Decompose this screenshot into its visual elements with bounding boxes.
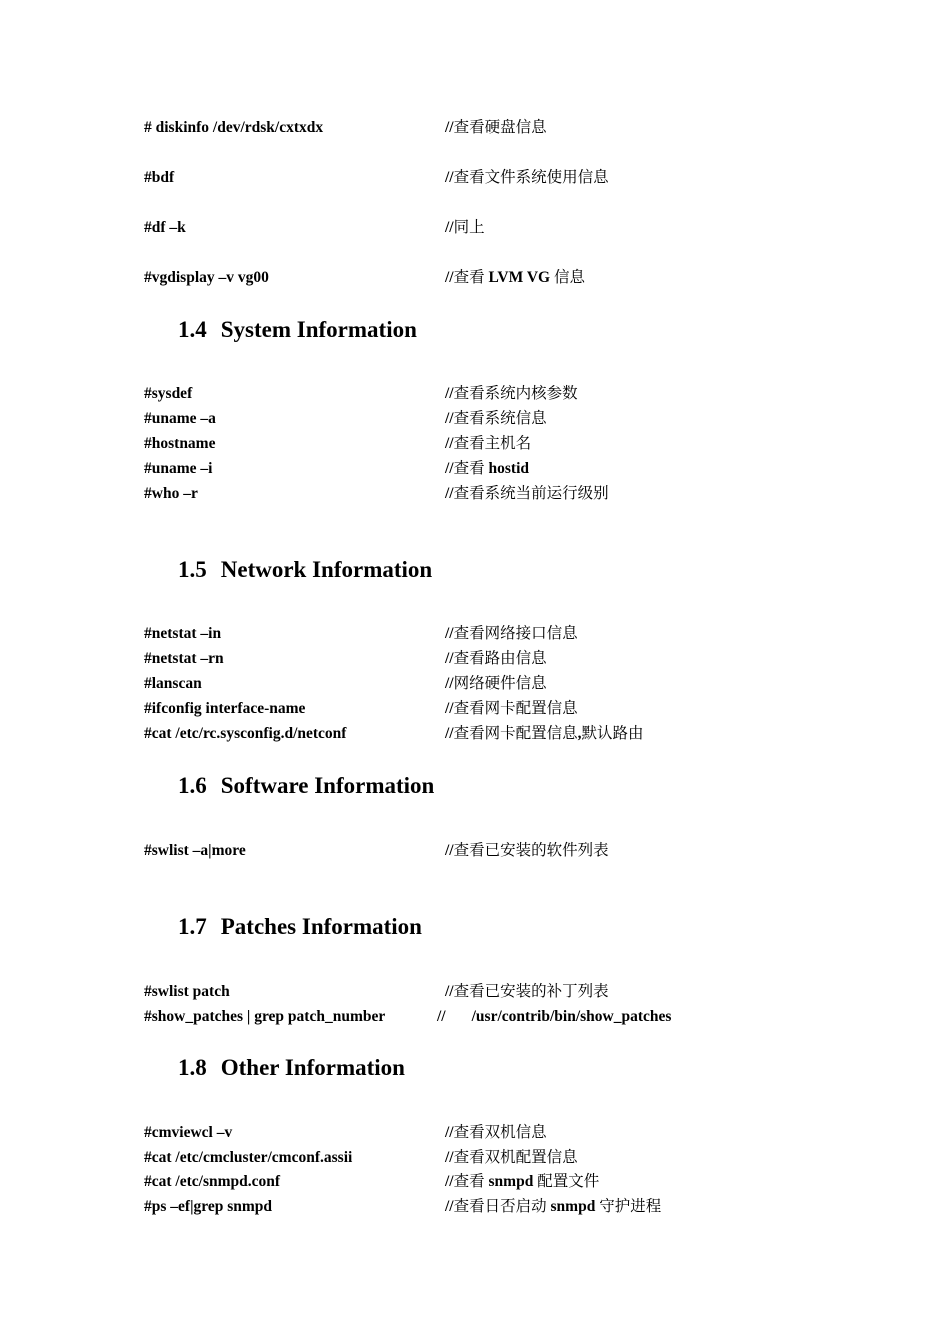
command-text: #swlist patch bbox=[144, 983, 230, 1000]
command-text: #uname –a bbox=[144, 410, 216, 427]
command-comment: //查看系统信息 bbox=[445, 410, 547, 427]
section-title: Patches Information bbox=[220, 914, 422, 939]
comment-mark: // bbox=[445, 1198, 454, 1215]
command-comment: //查看网卡配置信息,默认路由 bbox=[445, 725, 644, 742]
section-heading bbox=[178, 555, 432, 585]
command-text: #sysdef bbox=[144, 385, 193, 402]
command-text: #ifconfig interface-name bbox=[144, 700, 306, 717]
section-heading bbox=[178, 315, 417, 345]
command-text: #cmviewcl –v bbox=[144, 1124, 233, 1141]
command-text: #who –r bbox=[144, 485, 198, 502]
command-comment: //查看网卡配置信息 bbox=[445, 700, 578, 717]
section-heading bbox=[178, 912, 422, 942]
command-comment: //同上 bbox=[445, 219, 485, 236]
section-title: Software Information bbox=[220, 773, 435, 798]
section-title: Network Information bbox=[220, 557, 433, 582]
command-text: #df –k bbox=[144, 219, 186, 236]
command-path: /usr/contrib/bin/show_patches bbox=[471, 1008, 672, 1025]
comment-mark: // bbox=[445, 725, 454, 742]
comment-mark: // bbox=[445, 460, 454, 477]
command-text: #show_patches | grep patch_number bbox=[144, 1008, 386, 1025]
command-comment: //查看路由信息 bbox=[445, 650, 547, 667]
comment-mark: // bbox=[445, 269, 454, 286]
comment-mark: // bbox=[445, 485, 454, 502]
comment-mark: // bbox=[445, 1149, 454, 1166]
comment-mark: // bbox=[445, 219, 454, 236]
section-number: 1.8 bbox=[178, 1055, 207, 1080]
command-comment: //查看已安装的软件列表 bbox=[445, 842, 609, 859]
comment-mark: // bbox=[445, 983, 454, 1000]
command-comment: //查看双机信息 bbox=[445, 1124, 547, 1141]
command-comment: //网络硬件信息 bbox=[445, 675, 547, 692]
comment-mark: // bbox=[445, 410, 454, 427]
comment-mark: // bbox=[445, 842, 454, 859]
comment-mark: // bbox=[445, 169, 454, 186]
command-text: #vgdisplay –v vg00 bbox=[144, 269, 269, 286]
command-text: #cat /etc/rc.sysconfig.d/netconf bbox=[144, 725, 347, 742]
command-text: #uname –i bbox=[144, 460, 213, 477]
comment-mark: // bbox=[445, 1124, 454, 1141]
command-text: #cat /etc/cmcluster/cmconf.assii bbox=[144, 1149, 353, 1166]
section-heading bbox=[178, 771, 434, 801]
comment-mark: // bbox=[445, 675, 454, 692]
command-comment: //查看双机配置信息 bbox=[445, 1149, 578, 1166]
command-text: #netstat –in bbox=[144, 625, 222, 642]
command-text: #swlist –a|more bbox=[144, 842, 246, 859]
comment-mark: // bbox=[445, 385, 454, 402]
command-comment: //查看系统内核参数 bbox=[445, 385, 578, 402]
comment-mark: // bbox=[445, 700, 454, 717]
command-text: #cat /etc/snmpd.conf bbox=[144, 1173, 281, 1190]
section-title: System Information bbox=[220, 317, 417, 342]
section-title: Other Information bbox=[220, 1055, 405, 1080]
command-text: #lanscan bbox=[144, 675, 202, 692]
comment-mark: // bbox=[437, 1008, 446, 1025]
comment-mark: // bbox=[445, 119, 454, 136]
section-heading bbox=[178, 1053, 405, 1083]
command-comment: //查看硬盘信息 bbox=[445, 119, 547, 136]
section-number: 1.6 bbox=[178, 773, 207, 798]
command-text: # diskinfo /dev/rdsk/cxtxdx bbox=[144, 119, 324, 136]
section-number: 1.4 bbox=[178, 317, 207, 342]
command-comment: //查看网络接口信息 bbox=[445, 625, 578, 642]
command-text: #bdf bbox=[144, 169, 175, 186]
command-comment: //查看主机名 bbox=[445, 435, 532, 452]
command-comment: //查看 hostid bbox=[445, 460, 530, 477]
command-text: #netstat –rn bbox=[144, 650, 224, 667]
command-comment: //查看文件系统使用信息 bbox=[445, 169, 609, 186]
command-comment bbox=[437, 1006, 671, 1028]
command-text: #ps –ef|grep snmpd bbox=[144, 1198, 273, 1215]
comment-mark: // bbox=[445, 435, 454, 452]
command-comment: //查看日否启动 snmpd 守护进程 bbox=[445, 1198, 662, 1215]
section-number: 1.7 bbox=[178, 914, 207, 939]
comment-mark: // bbox=[445, 1173, 454, 1190]
command-comment: //查看系统当前运行级别 bbox=[445, 485, 609, 502]
command-comment: //查看已安装的补丁列表 bbox=[445, 983, 609, 1000]
command-comment: //查看 LVM VG 信息 bbox=[445, 269, 585, 286]
comment-mark: // bbox=[445, 625, 454, 642]
command-text: #hostname bbox=[144, 435, 216, 452]
section-number: 1.5 bbox=[178, 557, 207, 582]
command-comment: //查看 snmpd 配置文件 bbox=[445, 1173, 600, 1190]
comment-mark: // bbox=[445, 650, 454, 667]
